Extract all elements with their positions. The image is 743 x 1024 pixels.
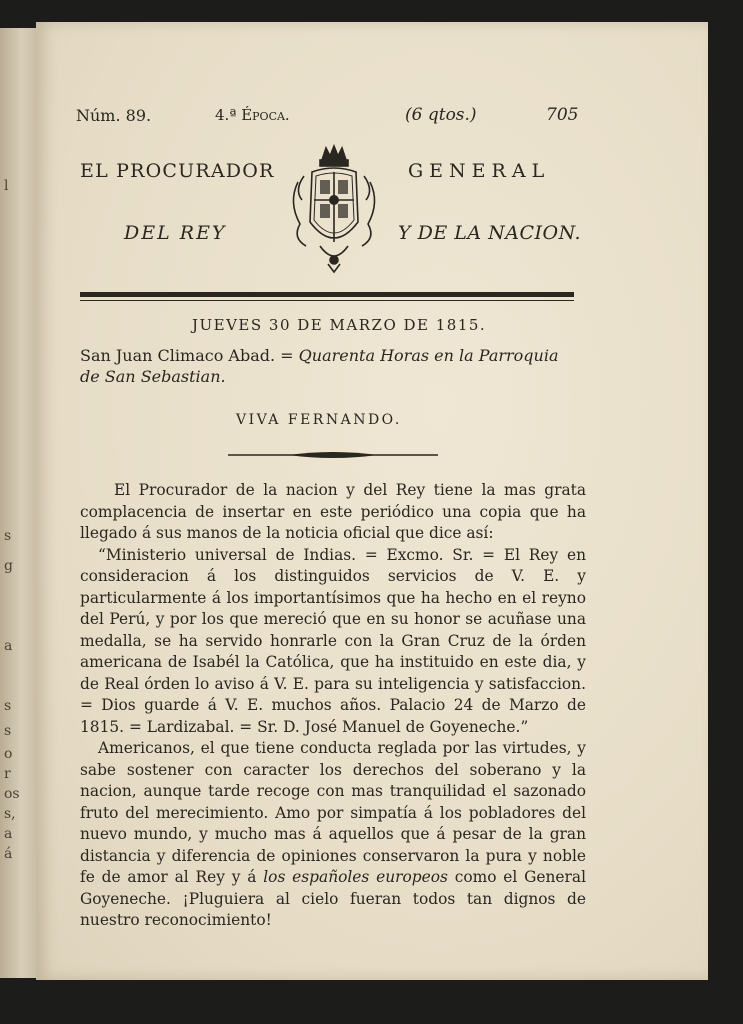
margin-fragment: a: [4, 638, 13, 654]
adjacent-page-edge: [0, 28, 37, 978]
masthead-title-part3: DEL REY: [124, 222, 227, 244]
saint-prefix: San Juan Climaco Abad. =: [80, 346, 299, 365]
masthead-title-part4: Y DE LA NACION.: [398, 222, 582, 244]
paragraph-intro: El Procurador de la nacion y del Rey tiene la mas grata complacencia de insertar en este periódico una copia que ha llegado á sus manos de la noticia oficial que dice así:: [80, 481, 586, 542]
margin-fragment: r: [4, 766, 11, 782]
paragraph-americanos: [80, 738, 586, 932]
masthead-title-part2: GENERAL: [408, 160, 551, 182]
epoch-label: 4.ª Época.: [215, 106, 290, 124]
margin-fragment: á: [4, 846, 13, 862]
royal-coat-of-arms-icon: [284, 142, 384, 274]
issue-number: Núm. 89.: [76, 106, 152, 125]
margin-fragment: g: [4, 558, 13, 574]
margin-fragment: l: [4, 178, 9, 194]
article-body: [80, 480, 586, 932]
margin-fragment: os: [4, 786, 20, 802]
ornament-divider-icon: [228, 450, 438, 460]
margin-fragment: s,: [4, 806, 16, 822]
paragraph-americanos-b: como el General Goyeneche. ¡Pluguiera al cielo fueran todos tan dignos de nuestro reconocimiento!: [80, 868, 586, 929]
masthead-title-part1: EL PROCURADOR: [80, 160, 275, 182]
paragraph-americanos-italic: los españoles europeos: [263, 868, 448, 886]
margin-fragment: s: [4, 528, 12, 544]
masthead-rule-thin: [80, 300, 574, 301]
saint-italic: Quarenta Horas en la Parroquia de San Sebastian.: [80, 346, 559, 386]
saint-of-day: [80, 345, 580, 387]
margin-fragment: s: [4, 723, 12, 739]
dateline: JUEVES 30 DE MARZO DE 1815.: [192, 316, 487, 334]
masthead-rule-thick: [80, 292, 574, 297]
paragraph-americanos-a: Americanos, el que tiene conducta reglada por las virtudes, y sabe sostener con caracter los derechos del soberano y la nacion, aunque tarde recoge con mas tranquilidad el sazonado fruto del merecimiento. Amo por simpatía á los pobladores del nuevo mundo, y mucho mas á aquellos que á pesar de la gran distancia y diferencia de opiniones conservaron la pura y noble fe de amor al Rey y á: [80, 739, 586, 886]
margin-fragment: a: [4, 826, 13, 842]
margin-fragment: s: [4, 698, 12, 714]
page-number: 705: [546, 105, 579, 125]
quarters-label: (6 qtos.): [405, 105, 477, 125]
motto: VIVA FERNANDO.: [236, 412, 402, 428]
margin-fragment: o: [4, 746, 13, 762]
paragraph-official-notice: “Ministerio universal de Indias. = Excmo. Sr. = El Rey en consideracion á los distinguidos servicios de V. E. y particularmente á los importantísimos que ha hecho en el reyno del Perú, y por los que mereció que en su honor se acuñase una medalla, se ha servido honrarle con la Gran Cruz de la órden americana de Isabél la Católica, que ha instituido en este dia, y de Real órden lo aviso á V. E. para su inteligencia y satisfaccion. = Dios guarde á V. E. muchos años. Palacio 24 de Marzo de 1815. = Lardizabal. = Sr. D. José Manuel de Goyeneche.”: [80, 545, 586, 736]
